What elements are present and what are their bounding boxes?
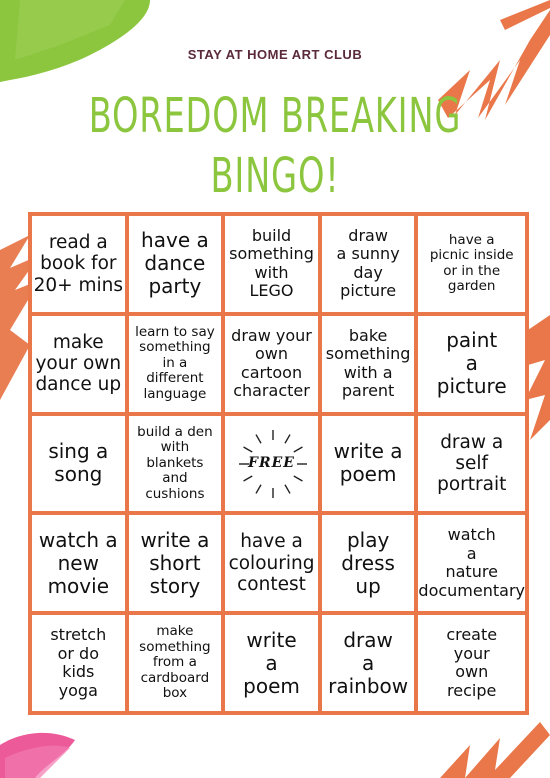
bingo-cell [418,416,525,512]
bingo-cell [32,515,125,611]
bingo-cell-text: draw a self portrait [437,431,507,496]
free-label: FREE [248,455,295,472]
page-title [61,86,490,206]
bingo-cell [129,615,222,711]
bingo-cell [225,216,318,312]
bingo-cell [32,316,125,412]
bingo-cell-text: make something from a cardboard box [139,623,211,702]
bingo-cell-text: write a poem [333,439,403,487]
bingo-cell-text: sing a song [48,439,109,487]
bingo-cell [322,316,415,412]
bingo-cell-text: read a book for 20+ mins [33,231,124,296]
bingo-cell [418,515,525,611]
bingo-cell-text: play dress up [341,527,395,598]
bingo-cell [418,316,525,412]
bingo-cell-text: draw a rainbow [328,627,409,698]
bingo-cell [418,615,525,711]
bingo-cell-text: make your own dance up [35,331,122,396]
bingo-cell-text: learn to say something in a different language [135,323,215,402]
bingo-cell-free [225,416,318,512]
bingo-cell [225,515,318,611]
bingo-cell-text: have a dance party [141,228,209,299]
bingo-cell-text: watch a nature documentary [418,525,525,600]
bingo-grid [28,212,529,715]
bingo-cell-text: have a picnic inside or in the garden [429,231,514,295]
bingo-cell [322,615,415,711]
bingo-cell [32,416,125,512]
bingo-cell-text: write a poem [243,627,300,698]
bingo-cell-text: build a den with blankets and cushions [137,423,213,502]
bingo-cell [225,615,318,711]
bingo-cell-text: bake something with a parent [325,325,411,401]
bingo-cell [129,416,222,512]
bingo-cell [322,216,415,312]
bingo-cell-text: have a colouring contest [228,531,315,595]
club-name: STAY AT HOME ART CLUB [187,47,363,62]
bingo-cell [129,316,222,412]
bingo-cell-text: stretch or do kids yoga [50,625,107,700]
bingo-cell [322,416,415,512]
bingo-cell [32,615,125,711]
title-line-2: BINGO! [210,148,340,204]
bingo-cell-text: create your own recipe [446,625,498,700]
bingo-cell [418,216,525,312]
bingo-cell [129,216,222,312]
bingo-cell-text: watch a new movie [38,527,118,598]
bingo-cell [129,515,222,611]
bingo-cell-text: write a short story [140,527,210,598]
bingo-cell [32,216,125,312]
title-line-1: BOREDOM BREAKING [88,88,462,144]
bingo-cell-text: build something with LEGO [229,226,314,301]
bingo-cell [225,316,318,412]
bingo-cell [322,515,415,611]
bingo-cell-text: paint a picture [436,328,507,399]
orange-paint-stroke-bottom [440,722,550,778]
bingo-cell-text: draw your own cartoon character [231,325,312,401]
bingo-cell-text: draw a sunny day picture [336,226,400,301]
